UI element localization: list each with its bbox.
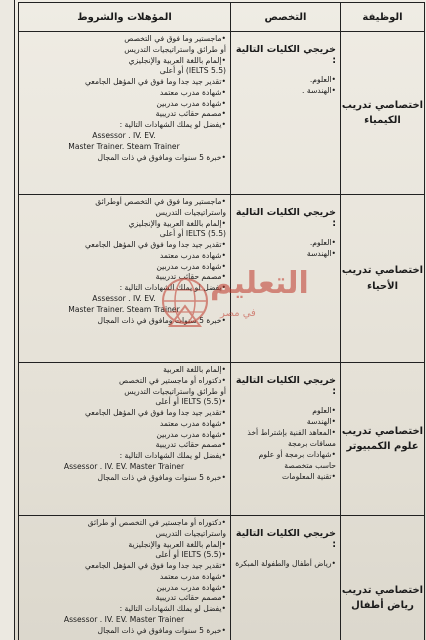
- job-title-line: اختصاصي تدريب: [341, 584, 424, 596]
- job-row: [19, 516, 425, 640]
- qualifications-cell: [19, 32, 231, 195]
- qualification-item: •يفضل لو يملك الشهادات التالية :: [119, 283, 226, 293]
- job-title-cell: [341, 363, 425, 516]
- job-title-cell: [341, 195, 425, 363]
- qualification-item: IELTS (5.5) أو أعلى: [159, 229, 226, 239]
- qualification-item: •شهادة مدرب مدربين: [156, 582, 226, 592]
- watermark-text: التعليم: [210, 266, 309, 301]
- specialization-title: خريجي الكليات التالية :: [235, 375, 336, 397]
- qualification-item: •دكتوراه أو ماجستير في التخصص: [119, 375, 226, 385]
- header-qualifications: المؤهلات والشروط: [19, 3, 231, 32]
- job-title-line: اختصاصي تدريب: [341, 99, 424, 111]
- specialization-item: •تقنية المعلومات: [282, 472, 336, 481]
- watermark-subtext: في مصر: [220, 308, 256, 319]
- previous-column-edge: [0, 0, 15, 640]
- certificate-list: Assessor . IV. EV. Master Trainer: [63, 615, 185, 625]
- qualification-item: •إلمام باللغة العربية: [163, 365, 226, 374]
- qualification-item: •IELTS (5.5) أو أعلى: [155, 397, 226, 407]
- qualification-item: •IELTS (5.5) أو أعلى: [155, 550, 226, 560]
- job-row: [19, 363, 425, 516]
- job-row: [19, 195, 425, 363]
- qualification-item: •يفضل لو يملك الشهادات التالية :: [119, 604, 226, 614]
- qualification-item: •مصمم حقائب تدريبية: [155, 272, 226, 282]
- certificate-list: Assessor . IV. EV.: [92, 131, 156, 141]
- specialization-title: خريجي الكليات التالية :: [235, 528, 336, 550]
- qualification-item: •تقدير جيد جدا وما فوق في المؤهل الجامعي: [84, 561, 226, 571]
- job-title-line: اختصاصي تدريب: [341, 425, 424, 437]
- qualification-item: •مصمم حقائب تدريبية: [155, 109, 226, 119]
- experience-requirement: •خبرة 5 سنوات ومافوق في ذات المجال: [97, 315, 226, 325]
- job-title-cell: [341, 32, 425, 195]
- qualification-item: •شهادة مدرب معتمد: [159, 418, 226, 428]
- header-specialization: التخصص: [231, 3, 341, 32]
- experience-requirement: •خبرة 5 سنوات ومافوق في ذات المجال: [97, 625, 226, 635]
- qualification-item: •إلمام باللغة العربية والإنجليزي: [128, 218, 226, 228]
- specialization-cell: [231, 32, 341, 195]
- qualification-item: •يفضل لو يملك الشهادات التالية :: [119, 120, 226, 130]
- qualification-item: •ماجستير وما فوق في التخصص: [124, 34, 226, 43]
- specialization-item: حاسب متخصصة: [284, 461, 336, 470]
- experience-requirement: •خبرة 5 سنوات ومافوق في ذات المجال: [97, 472, 226, 482]
- specialization-item: مسافات برمجة: [287, 439, 336, 448]
- qualification-item: •دكتوراه أو ماجستير في التخصص أو طرائق: [87, 518, 226, 527]
- qualifications-cell: [19, 516, 231, 640]
- qualification-item: •شهادة مدرب مدربين: [156, 429, 226, 439]
- qualification-item: •إلمام باللغة العربية والإنجليزي: [128, 55, 226, 65]
- qualification-item: واستراتيجيات التدريس: [155, 528, 226, 538]
- qualification-item: •شهادة مدرب معتمد: [159, 87, 226, 97]
- qualification-item: •شهادة مدرب مدربين: [156, 98, 226, 108]
- job-title-line: علوم الكمبيوتر: [346, 441, 419, 452]
- qualification-item: •ماجستير وما فوق في التخصص أوطرائق: [95, 197, 226, 206]
- specialization-cell: [231, 195, 341, 363]
- qualification-item: أو طرائق واستراتيجيات التدريس: [124, 386, 226, 396]
- job-title-line: الكيمياء: [364, 115, 401, 126]
- qualification-item: •مصمم حقائب تدريبية: [155, 593, 226, 603]
- experience-requirement: •خبرة 5 سنوات ومافوق في ذات المجال: [97, 152, 226, 162]
- header-row: [19, 3, 425, 32]
- specialization-item: •العلوم.: [309, 238, 336, 247]
- qualification-item: •شهادة مدرب معتمد: [159, 250, 226, 260]
- specialization-item: •الهندسة: [306, 249, 336, 258]
- job-title-line: اختصاصي تدريب: [341, 265, 424, 276]
- jobs-table: [18, 2, 425, 640]
- certificate-list: Master Trainer. Steam Trainer: [68, 141, 180, 151]
- qualification-item: (IELTS 5.5) أو أعلى: [159, 66, 226, 76]
- qualifications-cell: [19, 195, 231, 363]
- qualification-item: •تقدير جيد جدا وما فوق في المؤهل الجامعي: [84, 240, 226, 250]
- specialization-title: خريجي الكليات التالية :: [235, 44, 336, 66]
- qualification-item: •يفضل لو يملك الشهادات التالية :: [119, 451, 226, 461]
- job-title-line: رياض أطفال: [351, 600, 414, 611]
- qualification-item: •مصمم حقائب تدريبية: [155, 440, 226, 450]
- specialization-cell: [231, 363, 341, 516]
- job-row: [19, 32, 425, 195]
- qualification-item: •شهادة مدرب معتمد: [159, 571, 226, 581]
- specialization-title: خريجي الكليات التالية :: [235, 207, 336, 229]
- job-title-line: الأحياء: [366, 280, 399, 292]
- job-title-cell: [341, 516, 425, 640]
- specialization-item: •الهندسة .: [302, 86, 336, 95]
- specialization-item: •الهندسة: [306, 417, 336, 426]
- qualification-item: •إلمام باللغة العربية والإنجليزية: [128, 539, 226, 549]
- qualification-item: •تقدير جيد جدا وما فوق في المؤهل الجامعي: [84, 77, 226, 87]
- certificate-list: Assessor . IV. EV.: [92, 294, 156, 304]
- qualification-item: أو طرائق واستراتيجيات التدريس: [124, 44, 226, 54]
- qualification-item: •تقدير جيد جدا وما فوق في المؤهل الجامعي: [84, 408, 226, 418]
- certificate-list: Master Trainer. Steam Trainer: [68, 304, 180, 314]
- qualification-item: •شهادة مدرب مدربين: [156, 261, 226, 271]
- certificate-list: Assessor . IV. EV. Master Trainer: [63, 462, 185, 472]
- specialization-item: •العلوم.: [309, 75, 336, 84]
- qualification-item: واستراتيجيات التدريس: [155, 207, 226, 217]
- header-job: الوظيفة: [341, 3, 425, 32]
- specialization-item: •شهادات برمجة أو علوم: [258, 450, 336, 459]
- qualifications-cell: [19, 363, 231, 516]
- specialization-cell: [231, 516, 341, 640]
- specialization-item: •العلوم: [312, 406, 336, 415]
- specialization-item: •المعاهد الفنية بإشتراط أخذ: [247, 428, 336, 437]
- specialization-item: •رياض أطفال والطفولة المبكرة: [235, 559, 336, 568]
